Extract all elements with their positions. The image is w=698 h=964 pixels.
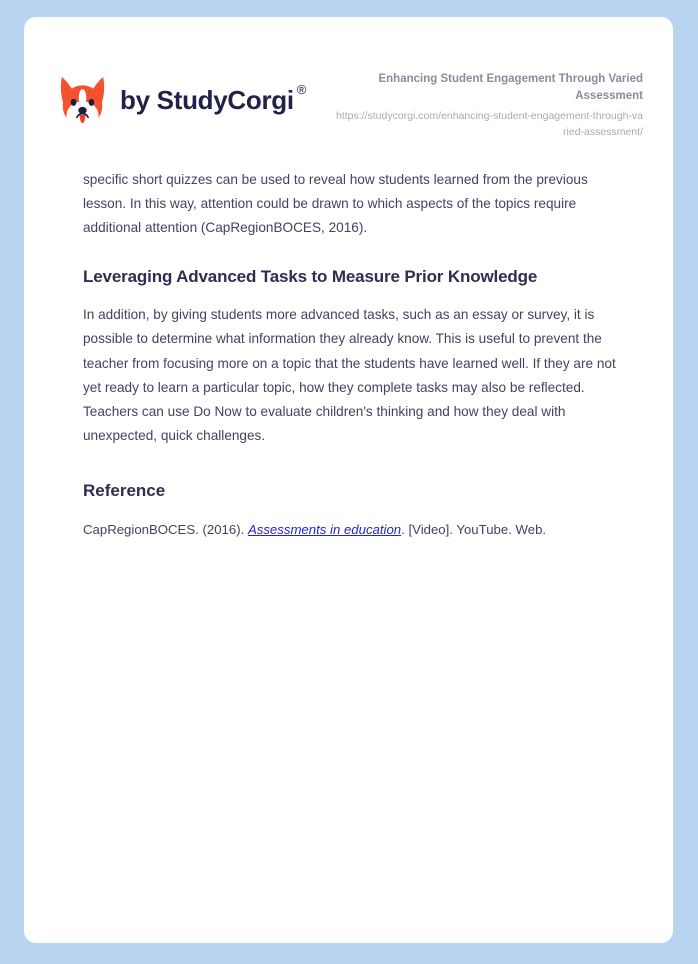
document-meta: [333, 67, 643, 140]
reference-heading: Reference: [83, 481, 166, 501]
body-paragraph: In addition, by giving students more advanced tasks, such as an essay or survey, it is possible to determine what information they already know. This is useful to prevent the teacher from focusing more on a topic that the students have learned well. If they are not yet ready to learn a particular topic, how they complete tasks may also be reflected. Teachers can use Do Now to evaluate children's thinking and how they deal with unexpected, quick challenges.: [83, 307, 616, 444]
brand-name: [120, 82, 307, 115]
document-page-card: [24, 17, 673, 943]
reference-link[interactable]: Assessments in education: [247, 522, 402, 538]
page-url[interactable]: https://studycorgi.com/enhancing-student-engagement-through-varied-assessment/: [335, 110, 643, 138]
reference-suffix: . [Video]. YouTube. Web.: [401, 522, 547, 538]
registered-trademark-icon: ®: [296, 82, 307, 98]
brand-name-text: by StudyCorgi: [120, 85, 294, 115]
intro-paragraph: specific short quizzes can be used to reveal how students learned from the previous lesson. In this way, attention could be drawn to which aspects of the topics require additional attention (CapRegionBOCES, 2016).: [83, 171, 588, 236]
page-title: Enhancing Student Engagement Through Varied Assessment: [378, 73, 643, 102]
reference-author-year: CapRegionBOCES. (2016).: [83, 522, 248, 538]
brand-logo[interactable]: [59, 67, 306, 125]
document-body: [24, 140, 673, 542]
section-heading: Leveraging Advanced Tasks to Measure Prior Knowledge: [83, 267, 538, 287]
corgi-face-icon: [59, 75, 106, 125]
document-header: [24, 17, 673, 140]
reference-entry: [83, 519, 630, 541]
